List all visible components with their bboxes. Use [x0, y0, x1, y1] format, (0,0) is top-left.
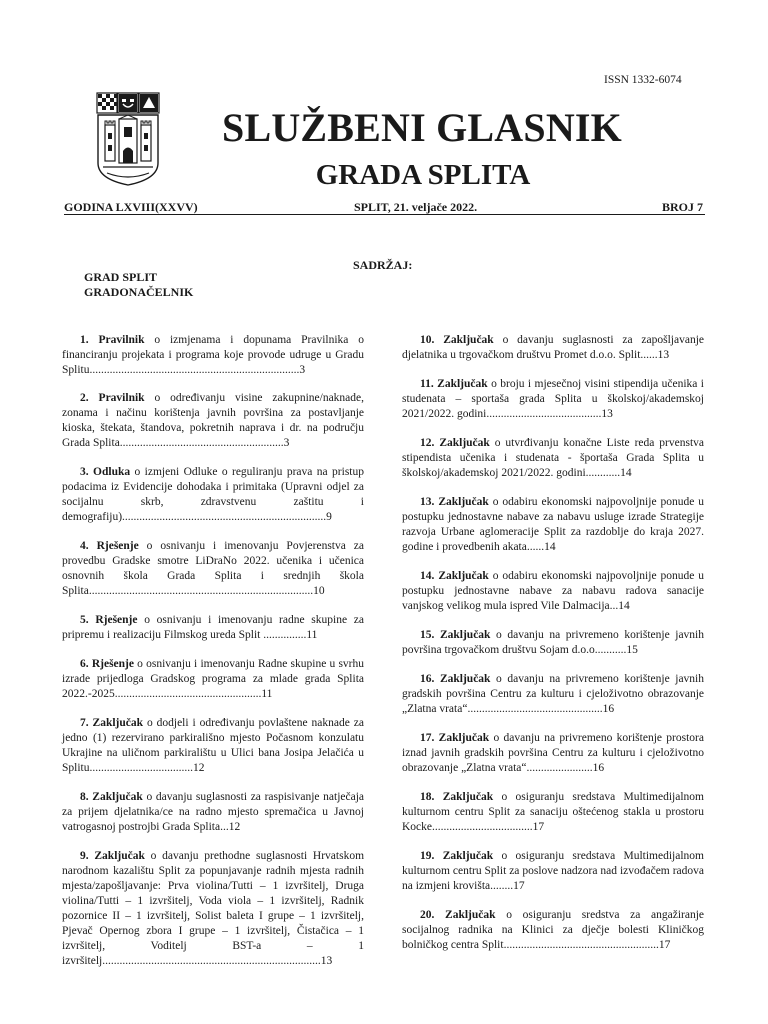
entry-text: o utvrđivanju konačne Liste reda prvenstva stipendista učenika i studenata - športaša Grada Splita u školskoj/akademskoj 2021/2022. godini............14	[402, 437, 704, 479]
entry-type: Zaključak	[442, 850, 494, 862]
toc-entry[interactable]	[62, 657, 364, 702]
toc-entry[interactable]	[62, 391, 364, 451]
entry-type: Pravilnik	[98, 392, 145, 404]
entry-text: o izmjenama i dopunama Pravilnika o financiranju projekata i programa koje provode udruge u Gradu Splitu.........................................................................3	[62, 334, 365, 376]
entry-type: Zaključak	[437, 378, 488, 390]
entry-number: 14.	[420, 570, 435, 582]
toc-entry[interactable]	[402, 436, 704, 481]
toc-entry[interactable]	[62, 333, 364, 378]
entry-number: 2.	[80, 392, 89, 404]
toc-entry[interactable]	[402, 790, 704, 835]
entry-text: o davanju na privremeno korištenje prostora iznad javnih gradskih površina Centru za kulturu i cjeloživotno obrazovanje „Zlatna vrata“.......................16	[402, 732, 704, 774]
toc-entry[interactable]	[402, 628, 704, 658]
entry-type: Zaključak	[442, 791, 494, 803]
issn-number: ISSN 1332-6074	[604, 74, 682, 86]
coat-of-arms-icon	[95, 91, 161, 187]
entry-type: Zaključak	[439, 437, 490, 449]
entry-number: 10.	[420, 334, 435, 346]
entry-text: o dodjeli i određivanju povlaštene naknade za jedno (1) rezervirano parkirališno mjesto Počasnom konzulatu Ukrajine na uličnom parkiralištu u Ulici bana Josipa Jelačića u Splitu....................................12	[62, 717, 364, 774]
contents-heading: SADRŽAJ:	[353, 258, 413, 272]
entry-number: 15.	[420, 629, 435, 641]
entry-type: Odluka	[93, 466, 131, 478]
entry-text: o davanju suglasnosti za zapošljavanje djelatnika u trgovačkom društvu Promet d.o.o. Split......13	[402, 334, 704, 361]
entry-text: o određivanju visine zakupnine/naknade, zonama i načinu korištenja javnih površina za postavljanje kioska, štekata, štandova, pokretnih naprava i dr. na području Grada Splita.........................................................3	[62, 392, 365, 449]
entry-text: o osiguranju sredstava Multimedijalnom kulturnom centru Split za poslove nadzora nad izvođačem radova na izmjeni krovišta........17	[402, 850, 704, 892]
entry-number: 13.	[420, 496, 435, 508]
entry-text: o davanju na privremeno korištenje javnih površina trgovačkom društvu Sojam d.o.o...........15	[402, 629, 705, 656]
toc-entry[interactable]	[402, 495, 704, 555]
entry-type: Rješenje	[95, 614, 138, 626]
entry-number: 16.	[420, 673, 435, 685]
entry-text: o izmjeni Odluke o reguliranju prava na pristup podacima iz Evidencije dohodaka i primitaka (Upravni odjel za socijalnu skrb, zdravstvenu zaštitu i demografiju).......................................................................9	[62, 466, 364, 523]
toc-entry[interactable]	[62, 790, 364, 835]
entry-text: o davanju na privremeno korištenje javnih gradskih površina Centru za kulturu i cjeloživotno obrazovanje „Zlatna vrata“...............................................16	[402, 673, 705, 715]
toc-entry[interactable]	[402, 908, 704, 953]
entry-number: 6.	[80, 658, 89, 670]
entry-number: 7.	[80, 717, 89, 729]
toc-entry[interactable]	[62, 539, 364, 599]
toc-entry[interactable]	[62, 613, 364, 643]
entry-text: o osiguranju sredstava Multimedijalnom kulturnom centru Split za sanaciju oštećenog stakla u prostoru Kocke...................................17	[402, 791, 704, 833]
entry-type: Rješenje	[96, 540, 139, 552]
entry-number: 20.	[420, 909, 435, 921]
entry-type: Zaključak	[92, 791, 143, 803]
entry-number: 11.	[420, 378, 434, 390]
publication-subtitle: GRADA SPLITA	[315, 159, 531, 191]
entry-number: 4.	[80, 540, 89, 552]
issue-number: BROJ 7	[661, 200, 703, 214]
entry-number: 18.	[420, 791, 435, 803]
entry-number: 9.	[80, 850, 89, 862]
entry-text: o davanju prethodne suglasnosti Hrvatskom narodnom kazalištu Split za popunjavanje radnih mjesta radnih mjesta/zapošljavanje: Prva violina/Tutti – 1 izvršitelj, Druga violina/Tutti – 1 izvršitelj, Voda viola – 1 izvršitelj, Radnik pozornice II – 1 izvršitelj, Solist baleta I grupe – 1 izvršitelj, Pjevač Opernog zbora I grupe – 1 izvršitelj, Čistačica – 1 izvršitelj, Voditelj BST-a – 1 izvršitelj............................................................................13	[62, 850, 365, 967]
toc-entry[interactable]	[402, 672, 704, 717]
toc-entry[interactable]	[402, 731, 704, 776]
entry-text: o osiguranju sredstva za angažiranje socijalnog radnika na Klinici za dječje bolesti Kliničkog bolničkog centra Split......................................................17	[402, 909, 704, 951]
issuer-city: GRAD SPLIT	[84, 270, 158, 284]
entry-type: Zaključak	[443, 334, 494, 346]
entry-type: Zaključak	[445, 909, 496, 921]
contents-left-column	[62, 333, 364, 983]
publication-title: SLUŽBENI GLASNIK	[222, 105, 622, 150]
entry-number: 17.	[420, 732, 435, 744]
toc-entry[interactable]	[402, 377, 704, 422]
entry-type: Zaključak	[438, 570, 489, 582]
entry-type: Zaključak	[92, 717, 144, 729]
toc-entry[interactable]	[402, 569, 704, 614]
entry-number: 8.	[80, 791, 89, 803]
year-label: GODINA LXVIII(XXVV)	[64, 200, 198, 214]
toc-entry[interactable]	[62, 465, 364, 525]
entry-type: Zaključak	[438, 732, 490, 744]
entry-number: 12.	[420, 437, 435, 449]
entry-text: o davanju suglasnosti za raspisivanje natječaja za prijem djelatnika/ce na radno mjesto spremačica u Javnoj vatrogasnoj postrojbi Grada Splita...12	[62, 791, 365, 833]
toc-entry[interactable]	[402, 849, 704, 894]
entry-text: o osnivanju i imenovanju Povjerenstva za provedbu Gradske smotre LiDraNo 2022. učenika i učenica osnovnih škola Grada Splita i srednjih škola Splita..............................................................................10	[62, 540, 364, 597]
entry-text: o osnivanju i imenovanju radne skupine za pripremu i realizaciju Filmskog ureda Split ...............11	[62, 614, 364, 641]
entry-text: o odabiru ekonomski najpovoljnije ponude u postupku jednostavne nabave za nabavu radova sanacije vanjskog velikog mula ispred Vile Dalmacija...14	[402, 570, 705, 612]
entry-text: o osnivanju i imenovanju Radne skupine u svrhu izrade prijedloga Gradskog programa za mlade grada Splita 2022.-2025...................................................11	[62, 658, 364, 700]
issuer-block	[84, 270, 193, 300]
entry-type: Zaključak	[439, 673, 491, 685]
entry-type: Zaključak	[438, 496, 489, 508]
issuer-office: GRADONAČELNIK	[84, 285, 194, 299]
entry-number: 3.	[80, 466, 89, 478]
contents-right-column	[402, 333, 704, 967]
issue-info-bar	[64, 200, 705, 215]
entry-number: 19.	[420, 850, 435, 862]
entry-number: 5.	[80, 614, 89, 626]
entry-type: Rješenje	[91, 658, 134, 670]
entry-text: o broju i mjesečnoj visini stipendija učenika i studenata – sportaša grada Splita u školskoj/akademskoj 2021/2022. godini........................................13	[402, 378, 705, 420]
entry-number: 1.	[80, 334, 89, 346]
entry-type: Zaključak	[94, 850, 145, 862]
toc-entry[interactable]	[62, 849, 364, 969]
entry-type: Zaključak	[439, 629, 491, 641]
entry-text: o odabiru ekonomski najpovoljnije ponude u postupku jednostavne nabave za nabavu usluge izrade Strategije razvoja Urbane aglomeracije Split za razdoblje do kraja 2027. godine i provedbenih akata......14	[402, 496, 705, 553]
toc-entry[interactable]	[402, 333, 704, 363]
entry-type: Pravilnik	[98, 334, 145, 346]
date-label: SPLIT, 21. veljače 2022.	[354, 200, 478, 214]
toc-entry[interactable]	[62, 716, 364, 776]
